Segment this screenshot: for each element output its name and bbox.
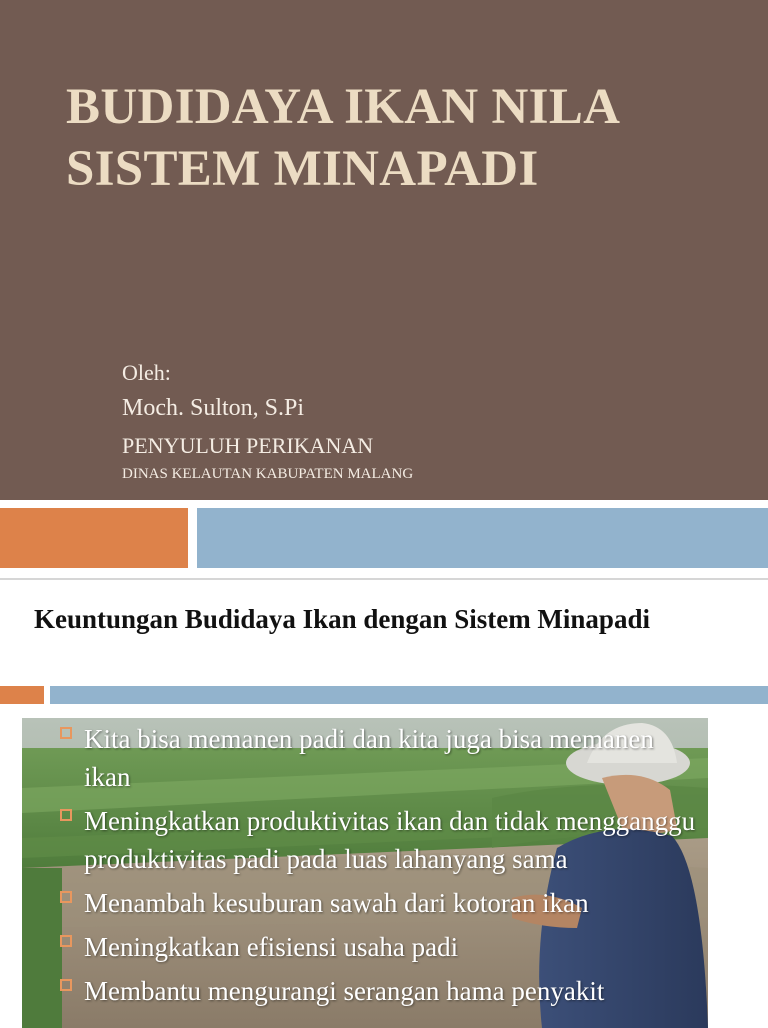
accent-bar-blue — [197, 508, 768, 568]
title-slide — [0, 0, 768, 500]
list-item — [62, 928, 702, 966]
accent-bar-blue-small — [50, 686, 768, 704]
list-item — [62, 884, 702, 922]
content-slide-title: Keuntungan Budidaya Ikan dengan Sistem Minapadi — [34, 604, 650, 634]
list-item — [62, 720, 702, 796]
hollow-square-icon — [60, 979, 72, 991]
hollow-square-icon — [60, 935, 72, 947]
slide-subtitle — [122, 358, 413, 484]
hollow-square-icon — [60, 809, 72, 821]
author-role: PENYULUH PERIKANAN — [122, 433, 374, 458]
bullet-text: Membantu mengurangi serangan hama penyakit — [84, 976, 605, 1006]
list-item — [62, 972, 702, 1010]
author-agency: DINAS KELAUTAN KABUPATEN MALANG — [122, 466, 414, 482]
bullet-list — [62, 720, 702, 1016]
accent-bar-orange-small — [0, 686, 44, 704]
slide-title — [66, 76, 620, 200]
slide-title-line2: SISTEM MINAPADI — [66, 141, 539, 197]
bullet-text: Meningkatkan efisiensi usaha padi — [84, 932, 459, 962]
bullet-text: Meningkatkan produktivitas ikan dan tidak mengganggu produktivitas padi pada luas lahanyang sama — [84, 806, 696, 874]
author-label: Oleh: — [122, 360, 171, 385]
accent-bar-orange — [0, 508, 188, 568]
hollow-square-icon — [60, 727, 72, 739]
bullet-text: Menambah kesuburan sawah dari kotoran ikan — [84, 888, 589, 918]
slide-title-line1: BUDIDAYA IKAN NILA — [66, 79, 621, 135]
hollow-square-icon — [60, 891, 72, 903]
bullet-text: Kita bisa memanen padi dan kita juga bisa memanen ikan — [84, 724, 654, 792]
list-item — [62, 802, 702, 878]
title-slide-accent-bars — [0, 500, 768, 572]
content-slide — [0, 578, 768, 1026]
author-name: Moch. Sulton, S.Pi — [122, 395, 305, 421]
